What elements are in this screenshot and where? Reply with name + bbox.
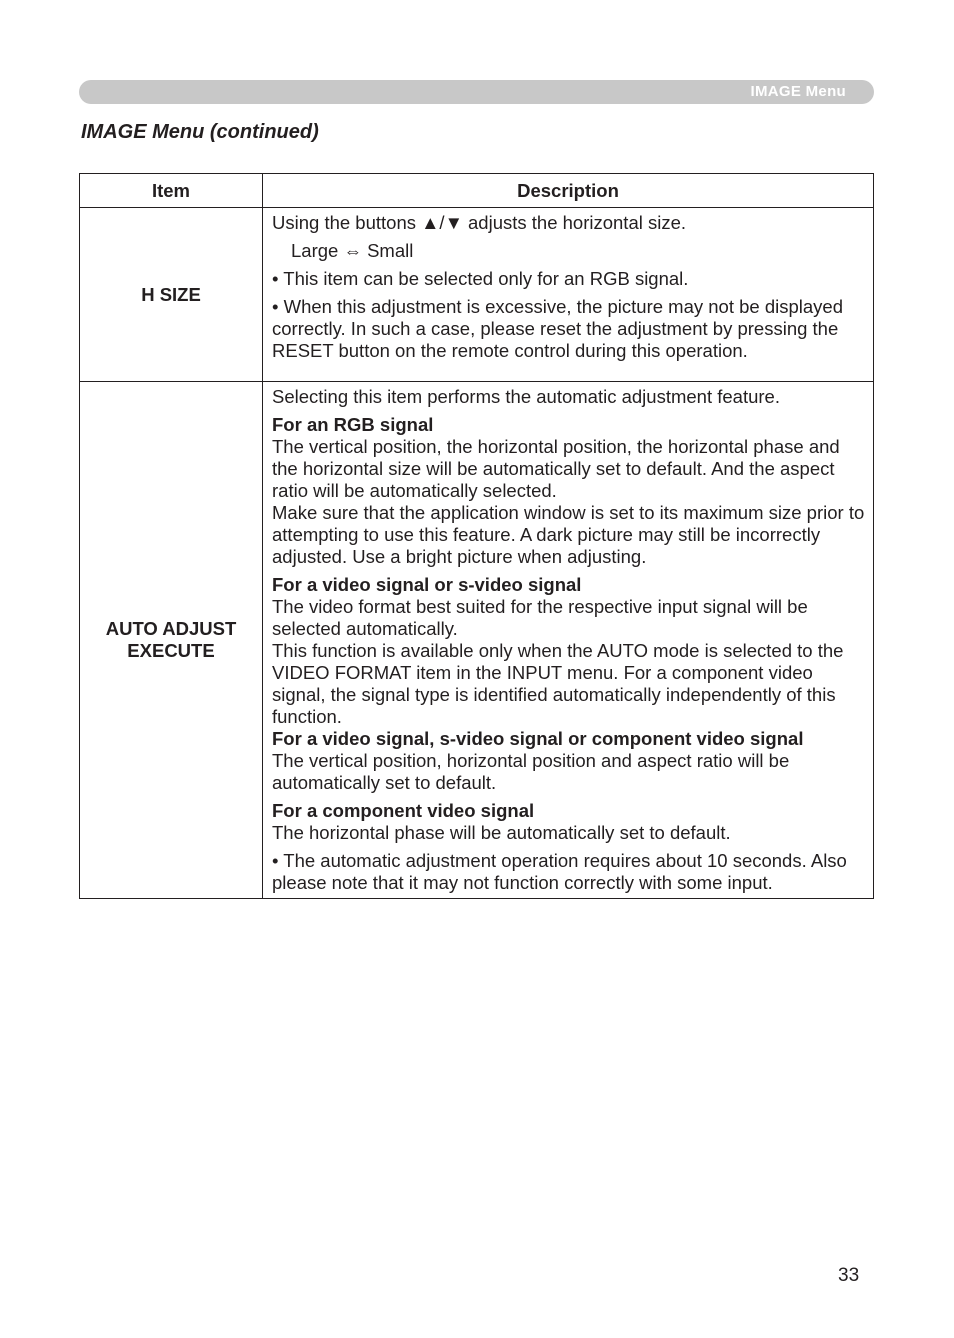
paragraph: The vertical position, horizontal position and aspect ratio will be automatically set to default.	[272, 750, 790, 793]
description-cell-auto-adjust	[263, 382, 874, 899]
paragraph: Using the buttons ▲/▼ adjusts the horizontal size.	[272, 212, 687, 233]
item-label: H SIZE	[141, 283, 201, 305]
section-title: IMAGE Menu (continued)	[81, 121, 319, 143]
page-number: 33	[838, 1265, 860, 1286]
paragraph: The horizontal phase will be automatically set to default.	[272, 822, 731, 843]
paragraph: The video format best suited for the respective input signal will be selected automatically.	[272, 596, 808, 639]
paragraph: Selecting this item performs the automatic adjustment feature.	[272, 386, 780, 407]
bullet-note: • This item can be selected only for an RGB signal.	[272, 268, 689, 289]
paragraph: Make sure that the application window is set to its maximum size prior to attempting to use this feature. A dark picture may still be incorrectly adjusted. Use a bright picture when adjusting.	[272, 502, 865, 567]
subheading: For a component video signal	[272, 800, 535, 821]
video-block	[272, 574, 867, 794]
item-label-line: EXECUTE	[127, 640, 215, 661]
paragraph: This function is available only when the AUTO mode is selected to the VIDEO FORMAT item in the INPUT menu. For a component video signal, the signal type is identified automatically independently of this function.	[272, 640, 844, 727]
subheading: For a video signal, s-video signal or component video signal	[272, 728, 804, 749]
table-header-row	[80, 174, 874, 208]
item-cell-auto-adjust	[80, 382, 263, 899]
component-block	[272, 800, 867, 844]
item-cell-h-size	[80, 208, 263, 382]
menu-table	[79, 173, 874, 899]
header-bar	[79, 80, 874, 104]
bullet-note: • When this adjustment is excessive, the picture may not be displayed correctly. In such a case, please reset the adjustment by pressing the RESET button on the remote control during this operation.	[272, 296, 844, 361]
column-header-item: Item	[80, 174, 263, 208]
column-header-description: Description	[263, 174, 874, 208]
header-bar-label: IMAGE Menu	[750, 83, 846, 100]
subheading: For an RGB signal	[272, 414, 434, 435]
range-text: Large ⇔ Small	[291, 240, 414, 261]
subheading: For a video signal or s-video signal	[272, 574, 582, 595]
rgb-block	[272, 414, 867, 568]
item-label-line: AUTO ADJUST	[105, 618, 237, 639]
bullet-note: • The automatic adjustment operation requires about 10 seconds. Also please note that it may not function correctly with some input.	[272, 850, 847, 893]
description-cell-h-size	[263, 208, 874, 382]
table-row	[80, 208, 874, 382]
table-row	[80, 382, 874, 899]
paragraph: The vertical position, the horizontal position, the horizontal phase and the horizontal size will be automatically set to default. And the aspect ratio will be automatically selected.	[272, 436, 840, 501]
